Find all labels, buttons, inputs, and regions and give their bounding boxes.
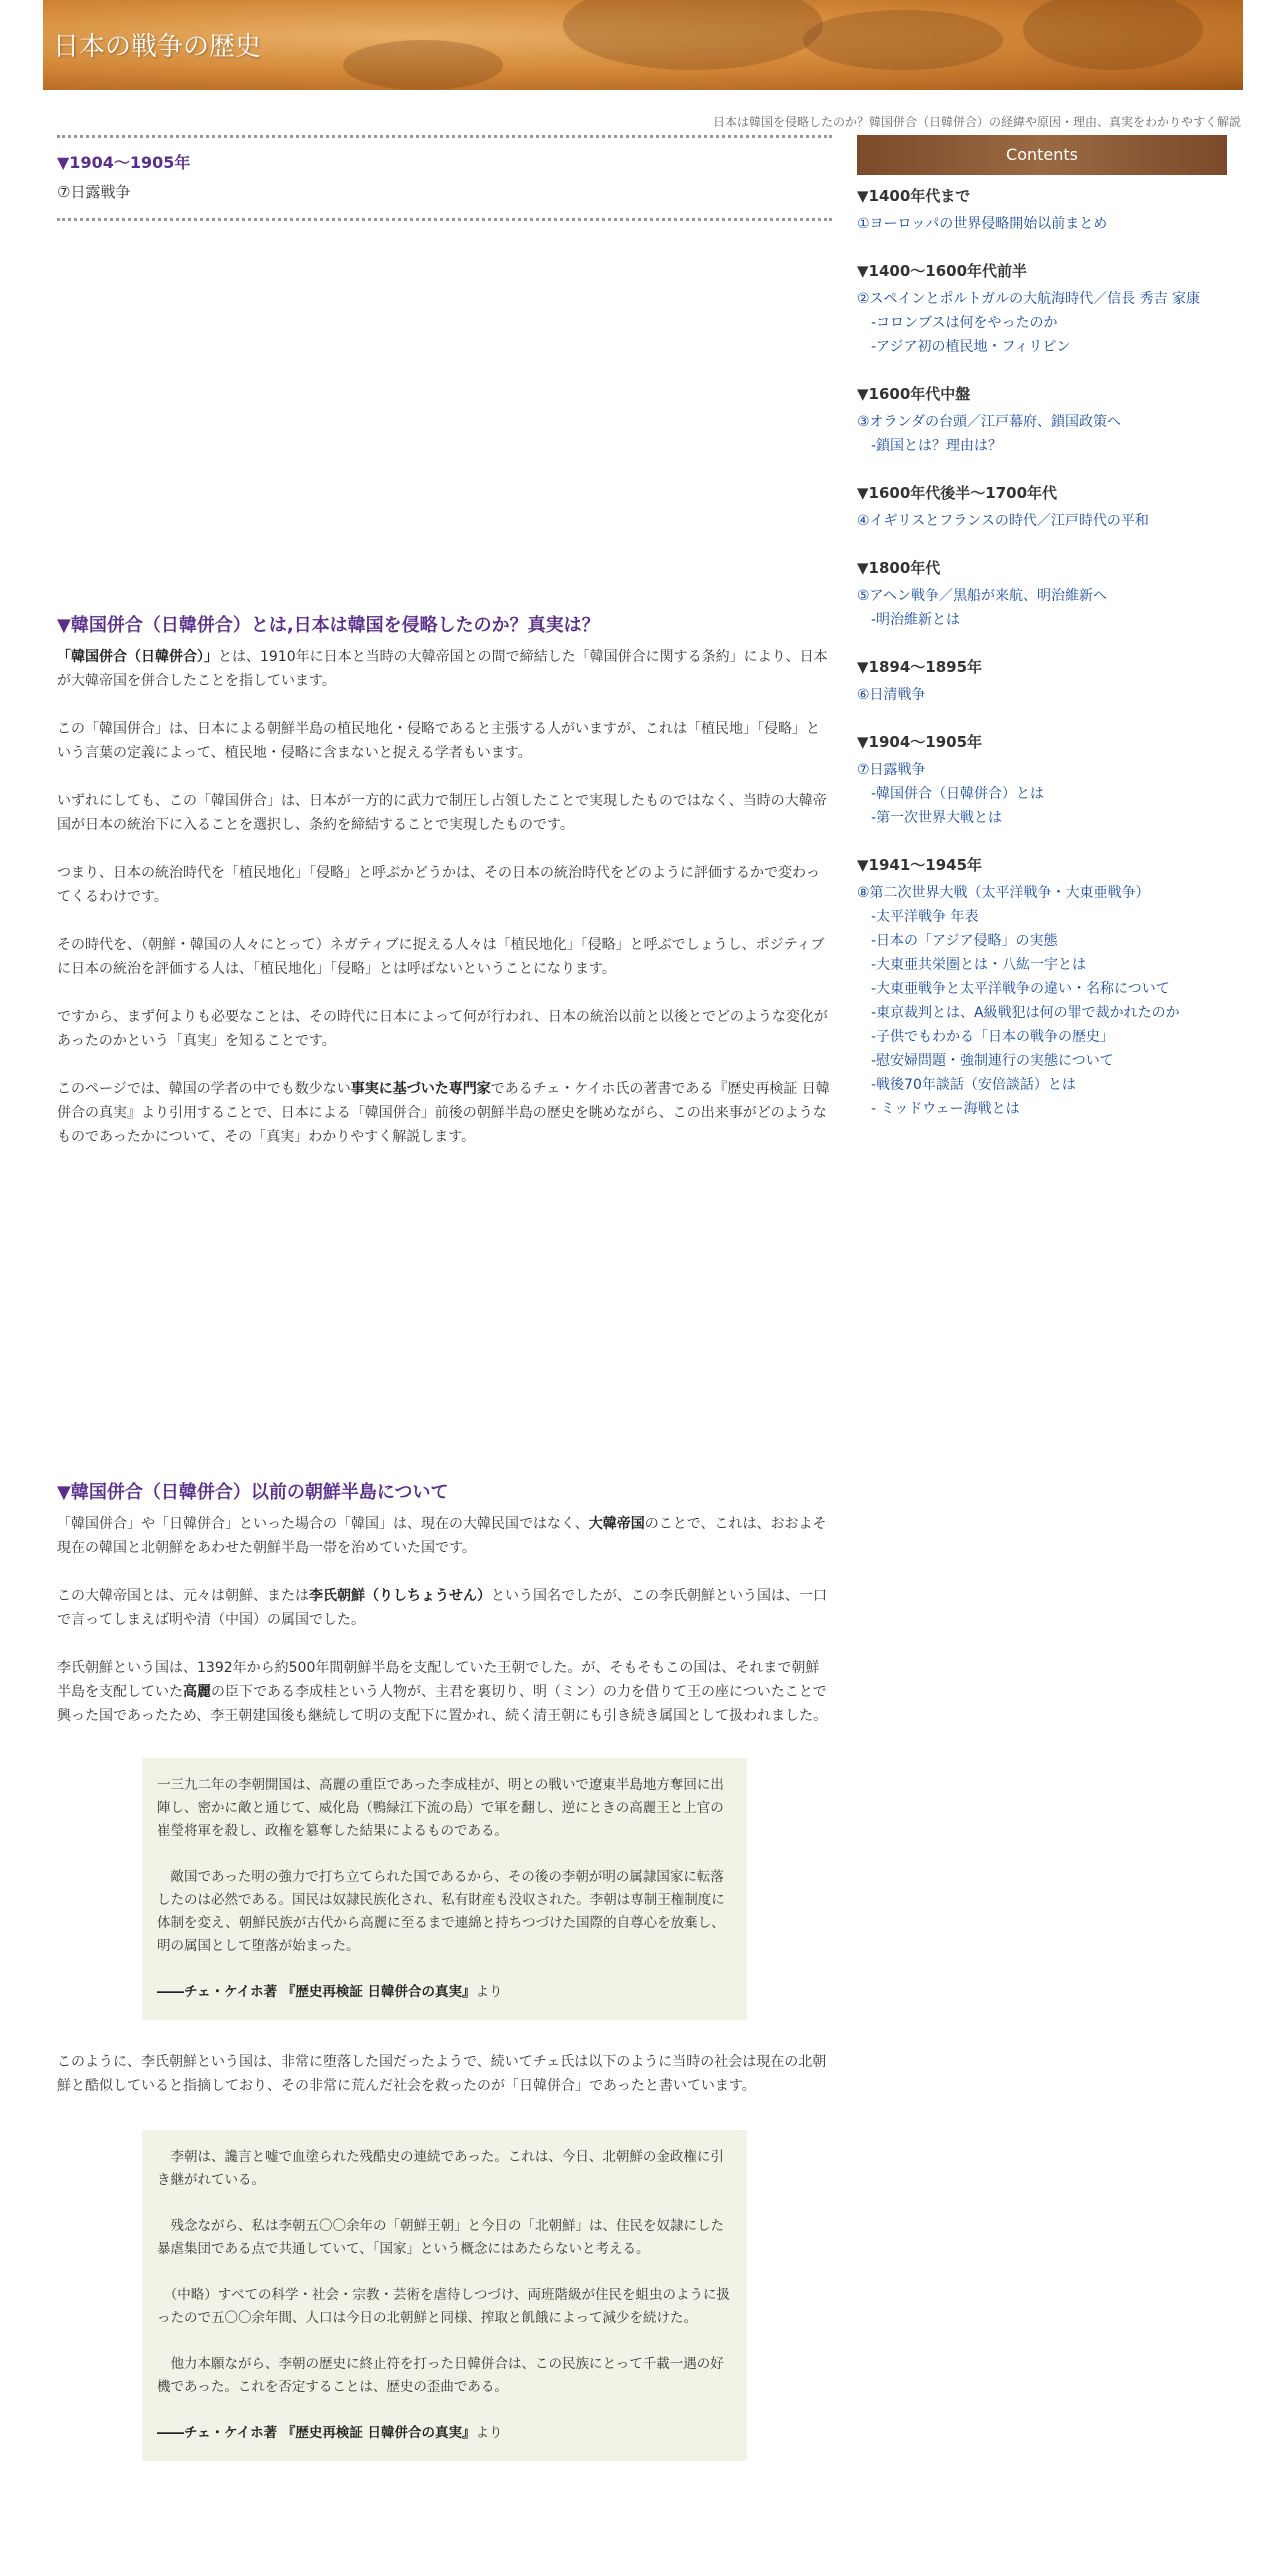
sidebar-group: [857, 557, 1227, 632]
sidebar-period-title: ▼1904～1905年: [857, 733, 983, 751]
site-header: [43, 0, 1243, 90]
paragraph: ですから、まず何よりも必要なことは、その時代に日本によって何が行われ、日本の統治以前と以後とでどのような変化があったのかという「真実」を知ることです。: [57, 1009, 828, 1049]
quote-paragraph: 残念ながら、私は李朝五〇〇余年の「朝鮮王朝」と今日の「北朝鮮」は、住民を奴隷にした暴虐集団である点で共通していて、「国家」という概念にはあたらないと考える。: [157, 2218, 724, 2257]
sidebar-link[interactable]: -第一次世界大戦とは: [871, 810, 1003, 826]
sidebar-link[interactable]: ⑤アヘン戦争／黒船が来航、明治維新へ: [857, 588, 1107, 604]
quote-source: ――チェ・ケイホ著 『歴史再検証 日韓併合の真実』より: [157, 2425, 503, 2441]
paragraph: このページでは、韓国の学者の中でも数少ない事実に基づいた専門家であるチェ・ケイホ氏の著書である『歴史再検証 日韓併合の真実』より引用することで、日本による「韓国併合」前後の朝鮮半島の歴史を眺めながら、この出来事がどのようなものであったかについて、その「真実」わかりやすく解説します。: [57, 1081, 830, 1145]
sidebar-link[interactable]: ⑥日清戦争: [857, 687, 926, 703]
sidebar-link[interactable]: -韓国併合（日韓併合）とは: [871, 786, 1045, 802]
sidebar-link[interactable]: -大東亜戦争と太平洋戦争の違い・名称について: [871, 981, 1170, 997]
ad-space: [57, 1173, 832, 1478]
sidebar-group: [857, 482, 1227, 533]
main-content: [57, 135, 832, 2491]
blockquote: [142, 1758, 747, 2020]
quote-source: ――チェ・ケイホ著 『歴史再検証 日韓併合の真実』より: [157, 1984, 503, 2000]
blockquote: [142, 2130, 747, 2461]
sidebar-link[interactable]: -日本の「アジア侵略」の実態: [871, 933, 1058, 949]
sidebar-link[interactable]: ⑦日露戦争: [857, 762, 926, 778]
site-title[interactable]: 日本の戦争の歴史: [53, 32, 262, 62]
paragraph: この大韓帝国とは、元々は朝鮮、または李氏朝鮮（りしちょうせん）という国名でしたが、この李氏朝鮮という国は、一口で言ってしまえば明や清（中国）の属国でした。: [57, 1588, 827, 1628]
sidebar-link[interactable]: ①ヨーロッパの世界侵略開始以前まとめ: [857, 216, 1108, 232]
sidebar-link[interactable]: -コロンブスは何をやったのか: [871, 315, 1058, 331]
quote-paragraph: 敵国であった明の強力で打ち立てられた国であるから、その後の李朝が明の属隷国家に転落したのは必然である。国民は奴隷民族化され、私有財産も没収された。李朝は専制王権制度に体制を変え、朝鮮民族が古代から高麗に至るまで連綿と持ちつづけた国際的自尊心を放棄し、明の属国として堕落が始まった。: [157, 1869, 725, 1954]
sidebar-link[interactable]: -東京裁判とは、A級戦犯は何の罪で裁かれたのか: [871, 1005, 1180, 1021]
bold-term: 高麗: [183, 1684, 211, 1700]
bold-term: 大韓帝国: [588, 1516, 645, 1532]
sidebar-period-title: ▼1941～1945年: [857, 856, 983, 874]
sidebar-link[interactable]: - ミッドウェー海戦とは: [871, 1101, 1020, 1117]
ad-space: [57, 221, 832, 611]
sidebar-link[interactable]: -太平洋戦争 年表: [871, 909, 979, 925]
bold-term: 李氏朝鮮（りしちょうせん）: [309, 1588, 491, 1604]
paragraph: このように、李氏朝鮮という国は、非常に堕落した国だったようで、続いてチェ氏は以下のように当時の社会は現在の北朝鮮と酷似していると指摘しており、その非常に荒んだ社会を救ったのが「日韓併合」であったと書いています。: [57, 2054, 827, 2094]
sidebar-group: [857, 731, 1227, 830]
sidebar-link[interactable]: ④イギリスとフランスの時代／江戸時代の平和: [857, 513, 1149, 529]
quote-paragraph: （中略）すべての科学・社会・宗教・芸術を虐待しつづけ、両班階級が住民を蛆虫のように扱ったので五〇〇余年間、人口は今日の北朝鮮と同様、搾取と飢餓によって減少を続けた。: [157, 2287, 730, 2326]
quote-paragraph: 一三九二年の李朝開国は、高麗の重臣であった李成桂が、明との戦いで遼東半島地方奪回に出陣し、密かに敵と通じて、威化島（鴨緑江下流の島）で軍を翻し、逆にときの高麗王と上官の崔瑩将軍を殺し、政権を簒奪した結果によるものである。: [157, 1777, 724, 1839]
paragraph: 李氏朝鮮という国は、1392年から約500年間朝鮮半島を支配していた王朝でした。が、そもそもこの国は、それまで朝鮮半島を支配していた高麗の臣下である李成桂という人物が、主君を裏切り、明（ミン）の力を借りて王の座についたことで興った国であったため、李王朝建国後も継続して明の支配下に置かれ、続く清王朝にも引き続き属国として扱われました。: [57, 1660, 828, 1724]
quote-paragraph: 他力本願ながら、李朝の歴史に終止符を打った日韓併合は、この民族にとって千載一遇の好機であった。これを否定することは、歴史の歪曲である。: [157, 2356, 724, 2395]
sidebar-period-title: ▼1600年代後半～1700年代: [857, 484, 1058, 502]
bold-term: 事実に基づいた専門家: [350, 1081, 491, 1097]
sidebar-groups: [857, 185, 1227, 1121]
section-heading-annexation: ▼韓国併合（日韓併合）とは,日本は韓国を侵略したのか？真実は？: [57, 615, 600, 636]
sidebar-link[interactable]: ②スペインとポルトガルの大航海時代／信長 秀吉 家康: [857, 291, 1201, 307]
paragraph: いずれにしても、この「韓国併合」は、日本が一方的に武力で制圧し占領したことで実現したものではなく、当時の大韓帝国が日本の統治下に入ることを選択し、条約を締結することで実現したものです。: [57, 793, 827, 833]
sidebar-period-title: ▼1800年代: [857, 559, 941, 577]
sidebar-contents: [857, 135, 1227, 1145]
paragraph: 「韓国併合」や「日韓併合」といった場合の「韓国」は、現在の大韓民国ではなく、大韓帝国のことで、これは、おおよそ現在の韓国と北朝鮮をあわせた朝鮮半島一帯を治めていた国です。: [57, 1516, 827, 1556]
sidebar-link[interactable]: -戦後70年談話（安倍談話）とは: [871, 1077, 1076, 1093]
sidebar-group: [857, 260, 1227, 359]
sidebar-group: [857, 383, 1227, 458]
sidebar-period-title: ▼1600年代中盤: [857, 385, 971, 403]
sidebar-link[interactable]: -子供でもわかる「日本の戦争の歴史」: [871, 1029, 1115, 1045]
paragraph: つまり、日本の統治時代を「植民地化」「侵略」と呼ぶかどうかは、その日本の統治時代をどのように評価するかで変わってくるわけです。: [57, 865, 820, 905]
sidebar-heading: Contents: [857, 135, 1227, 175]
sidebar-group: [857, 656, 1227, 707]
sidebar-link[interactable]: -明治維新とは: [871, 612, 961, 628]
quote-paragraph: 李朝は、讒言と嘘で血塗られた残酷史の連続であった。これは、今日、北朝鮮の金政権に引き継がれている。: [157, 2149, 724, 2188]
sidebar-period-title: ▼1400年代まで: [857, 187, 971, 205]
section-heading-pre-annexation: ▼韓国併合（日韓併合）以前の朝鮮半島について: [57, 1482, 449, 1503]
sidebar-link[interactable]: -鎖国とは？理由は？: [871, 438, 1003, 454]
sidebar-group: [857, 185, 1227, 236]
sidebar-link[interactable]: ③オランダの台頭／江戸幕府、鎖国政策へ: [857, 414, 1121, 430]
paragraph: その時代を、（朝鮮・韓国の人々にとって）ネガティブに捉える人々は「植民地化」「侵略」と呼ぶでしょうし、ポジティブに日本の統治を評価する人は、「植民地化」「侵略」とは呼ばないということになります。: [57, 937, 825, 977]
paragraph: 「韓国併合（日韓併合）」とは、1910年に日本と当時の大韓帝国との間で締結した「韓国併合に関する条約」により、日本が大韓帝国を併合したことを指しています。: [57, 649, 828, 689]
current-period-box: [57, 138, 832, 218]
sidebar-link[interactable]: -アジア初の植民地・フィリピン: [871, 339, 1071, 355]
bold-term: 「韓国併合（日韓併合）」: [57, 649, 218, 665]
sidebar-link[interactable]: -大東亜共栄圏とは・八紘一宇とは: [871, 957, 1087, 973]
sidebar-period-title: ▼1400～1600年代前半: [857, 262, 1028, 280]
sidebar-period-title: ▼1894～1895年: [857, 658, 983, 676]
sidebar-group: [857, 854, 1227, 1121]
sidebar-link[interactable]: ⑧第二次世界大戦（太平洋戦争・大東亜戦争）: [857, 885, 1150, 901]
site-tagline: 日本は韓国を侵略したのか？韓国併合（日韓併合）の経緯や原因・理由、真実をわかりやすく解説: [712, 115, 1241, 129]
sidebar-link[interactable]: -慰安婦問題・強制連行の実態について: [871, 1053, 1114, 1069]
paragraph: この「韓国併合」は、日本による朝鮮半島の植民地化・侵略であると主張する人がいますが、これは「植民地」「侵略」という言葉の定義によって、植民地・侵略に含まないと捉える学者もいます。: [57, 721, 820, 761]
current-period-heading: ▼1904〜1905年: [57, 153, 191, 172]
current-period-item: ⑦日露戦争: [57, 183, 131, 201]
